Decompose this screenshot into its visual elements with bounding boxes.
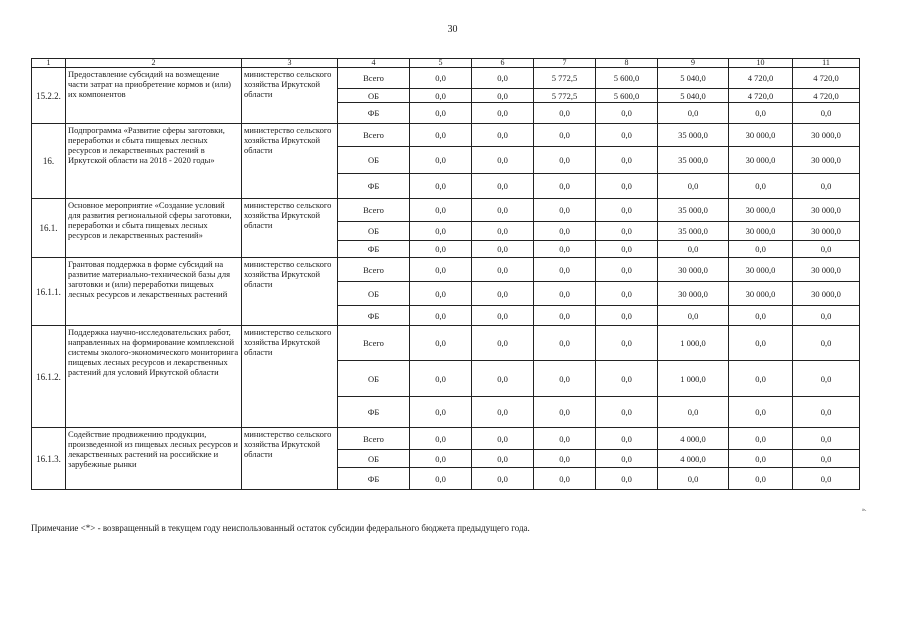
funding-source: ОБ <box>338 147 410 174</box>
value-cell: 0,0 <box>410 258 472 282</box>
value-cell: 0,0 <box>658 103 729 124</box>
value-cell: 0,0 <box>793 428 860 450</box>
value-cell: 30 000,0 <box>729 222 793 241</box>
column-number: 6 <box>472 59 534 68</box>
value-cell: 0,0 <box>472 241 534 258</box>
value-cell: 35 000,0 <box>658 147 729 174</box>
value-cell: 0,0 <box>729 103 793 124</box>
value-cell: 0,0 <box>534 103 596 124</box>
value-cell: 0,0 <box>596 199 658 222</box>
value-cell: 0,0 <box>472 428 534 450</box>
value-cell: 0,0 <box>472 147 534 174</box>
value-cell: 0,0 <box>596 428 658 450</box>
table-row <box>32 326 860 361</box>
value-cell: 4 720,0 <box>729 89 793 103</box>
value-cell: 0,0 <box>472 103 534 124</box>
value-cell: 0,0 <box>534 174 596 199</box>
value-cell: 0,0 <box>410 124 472 147</box>
value-cell: 0,0 <box>596 306 658 326</box>
funding-source: ФБ <box>338 397 410 428</box>
footnote: Примечание <*> - возвращенный в текущем году неиспользованный остаток субсидии федерального бюджета предыдущего года. <box>31 523 530 533</box>
value-cell: 4 720,0 <box>729 68 793 89</box>
value-cell: 0,0 <box>410 147 472 174</box>
value-cell: 30 000,0 <box>793 199 860 222</box>
table-row <box>32 68 860 89</box>
column-number: 4 <box>338 59 410 68</box>
funding-source: Всего <box>338 68 410 89</box>
budget-table <box>31 58 860 490</box>
value-cell: 0,0 <box>658 397 729 428</box>
value-cell: 30 000,0 <box>793 124 860 147</box>
value-cell: 4 720,0 <box>793 68 860 89</box>
row-executor: министерство сельского хозяйства Иркутской области <box>242 68 338 124</box>
funding-source: ФБ <box>338 306 410 326</box>
value-cell: 30 000,0 <box>729 199 793 222</box>
column-number: 1 <box>32 59 66 68</box>
value-cell: 0,0 <box>472 361 534 397</box>
funding-source: Всего <box>338 199 410 222</box>
value-cell: 5 040,0 <box>658 89 729 103</box>
value-cell: 0,0 <box>534 199 596 222</box>
value-cell: 0,0 <box>410 222 472 241</box>
row-name: Предоставление субсидий на возмещение части затрат на приобретение кормов и (или) их компонентов <box>66 68 242 124</box>
value-cell: 0,0 <box>472 199 534 222</box>
value-cell: 0,0 <box>534 326 596 361</box>
value-cell: 0,0 <box>729 174 793 199</box>
value-cell: 0,0 <box>534 361 596 397</box>
row-code: 16.1.2. <box>32 326 66 428</box>
value-cell: 30 000,0 <box>729 124 793 147</box>
column-number: 5 <box>410 59 472 68</box>
value-cell: 0,0 <box>534 468 596 490</box>
value-cell: 30 000,0 <box>793 258 860 282</box>
funding-source: Всего <box>338 124 410 147</box>
funding-source: ОБ <box>338 450 410 468</box>
column-number: 7 <box>534 59 596 68</box>
funding-source: ФБ <box>338 103 410 124</box>
value-cell: 0,0 <box>410 282 472 306</box>
margin-mark: ». <box>862 507 867 513</box>
value-cell: 0,0 <box>793 306 860 326</box>
value-cell: 0,0 <box>729 241 793 258</box>
value-cell: 30 000,0 <box>793 147 860 174</box>
column-number: 11 <box>793 59 860 68</box>
value-cell: 30 000,0 <box>793 282 860 306</box>
row-code: 16.1.1. <box>32 258 66 326</box>
value-cell: 0,0 <box>472 282 534 306</box>
value-cell: 0,0 <box>410 450 472 468</box>
row-executor: министерство сельского хозяйства Иркутской области <box>242 124 338 199</box>
value-cell: 0,0 <box>596 147 658 174</box>
value-cell: 0,0 <box>793 174 860 199</box>
value-cell: 35 000,0 <box>658 222 729 241</box>
value-cell: 30 000,0 <box>658 258 729 282</box>
value-cell: 0,0 <box>410 89 472 103</box>
value-cell: 0,0 <box>596 282 658 306</box>
value-cell: 0,0 <box>534 241 596 258</box>
value-cell: 0,0 <box>410 428 472 450</box>
value-cell: 0,0 <box>729 468 793 490</box>
value-cell: 1 000,0 <box>658 326 729 361</box>
row-name: Поддержка научно-исследовательских работ, направленных на формирование комплексной системы эколого-экономического мониторинга пищевых лесных ресурсов и лекарственных растений для условий Иркутской области <box>66 326 242 428</box>
value-cell: 0,0 <box>596 468 658 490</box>
value-cell: 0,0 <box>729 326 793 361</box>
funding-source: ОБ <box>338 222 410 241</box>
column-number: 3 <box>242 59 338 68</box>
value-cell: 30 000,0 <box>729 282 793 306</box>
value-cell: 0,0 <box>596 258 658 282</box>
funding-source: ФБ <box>338 468 410 490</box>
funding-source: ФБ <box>338 174 410 199</box>
value-cell: 0,0 <box>534 282 596 306</box>
value-cell: 30 000,0 <box>658 282 729 306</box>
value-cell: 35 000,0 <box>658 124 729 147</box>
value-cell: 0,0 <box>729 428 793 450</box>
value-cell: 0,0 <box>596 361 658 397</box>
value-cell: 4 720,0 <box>793 89 860 103</box>
table-row <box>32 428 860 450</box>
value-cell: 0,0 <box>658 306 729 326</box>
value-cell: 0,0 <box>793 103 860 124</box>
value-cell: 30 000,0 <box>729 258 793 282</box>
value-cell: 0,0 <box>534 397 596 428</box>
funding-source: ФБ <box>338 241 410 258</box>
row-code: 16.1. <box>32 199 66 258</box>
value-cell: 0,0 <box>793 241 860 258</box>
value-cell: 0,0 <box>793 326 860 361</box>
value-cell: 0,0 <box>793 468 860 490</box>
value-cell: 0,0 <box>596 450 658 468</box>
value-cell: 5 772,5 <box>534 68 596 89</box>
column-number-row <box>32 59 860 68</box>
value-cell: 5 600,0 <box>596 89 658 103</box>
value-cell: 0,0 <box>410 241 472 258</box>
table-row <box>32 258 860 282</box>
row-name: Основное мероприятие «Создание условий для развития региональной сферы заготовки, переработки и сбыта пищевых лесных ресурсов и лекарственных растений» <box>66 199 242 258</box>
column-number: 9 <box>658 59 729 68</box>
value-cell: 0,0 <box>410 68 472 89</box>
value-cell: 0,0 <box>410 103 472 124</box>
column-number: 10 <box>729 59 793 68</box>
value-cell: 0,0 <box>472 450 534 468</box>
funding-source: Всего <box>338 258 410 282</box>
value-cell: 30 000,0 <box>793 222 860 241</box>
funding-source: Всего <box>338 428 410 450</box>
value-cell: 30 000,0 <box>729 147 793 174</box>
value-cell: 0,0 <box>472 306 534 326</box>
value-cell: 4 000,0 <box>658 450 729 468</box>
value-cell: 0,0 <box>729 361 793 397</box>
page-number: 30 <box>447 24 458 35</box>
value-cell: 0,0 <box>729 306 793 326</box>
row-name: Содействие продвижению продукции, произведенной из пищевых лесных ресурсов и лекарственных растений на российские и зарубежные рынки <box>66 428 242 490</box>
value-cell: 4 000,0 <box>658 428 729 450</box>
value-cell: 0,0 <box>534 258 596 282</box>
value-cell: 0,0 <box>472 89 534 103</box>
value-cell: 0,0 <box>793 361 860 397</box>
value-cell: 0,0 <box>534 450 596 468</box>
value-cell: 0,0 <box>658 468 729 490</box>
value-cell: 5 040,0 <box>658 68 729 89</box>
value-cell: 0,0 <box>410 199 472 222</box>
table-row <box>32 199 860 222</box>
value-cell: 0,0 <box>472 258 534 282</box>
value-cell: 0,0 <box>534 428 596 450</box>
table-row <box>32 124 860 147</box>
value-cell: 0,0 <box>596 241 658 258</box>
value-cell: 0,0 <box>596 397 658 428</box>
value-cell: 0,0 <box>793 397 860 428</box>
value-cell: 0,0 <box>410 468 472 490</box>
value-cell: 0,0 <box>658 241 729 258</box>
row-executor: министерство сельского хозяйства Иркутской области <box>242 326 338 428</box>
value-cell: 0,0 <box>534 124 596 147</box>
value-cell: 0,0 <box>410 397 472 428</box>
value-cell: 5 600,0 <box>596 68 658 89</box>
value-cell: 0,0 <box>472 326 534 361</box>
funding-source: ОБ <box>338 89 410 103</box>
value-cell: 0,0 <box>410 326 472 361</box>
column-number: 8 <box>596 59 658 68</box>
value-cell: 0,0 <box>534 222 596 241</box>
value-cell: 0,0 <box>472 468 534 490</box>
value-cell: 0,0 <box>658 174 729 199</box>
row-code: 16. <box>32 124 66 199</box>
row-code: 16.1.3. <box>32 428 66 490</box>
value-cell: 0,0 <box>596 326 658 361</box>
row-executor: министерство сельского хозяйства Иркутской области <box>242 428 338 490</box>
value-cell: 0,0 <box>472 174 534 199</box>
row-code: 15.2.2. <box>32 68 66 124</box>
column-number: 2 <box>66 59 242 68</box>
value-cell: 0,0 <box>534 306 596 326</box>
value-cell: 0,0 <box>596 124 658 147</box>
row-name: Подпрограмма «Развитие сферы заготовки, переработки и сбыта пищевых лесных ресурсов и лекарственных растений в Иркутской области на 2018 - 2020 годы» <box>66 124 242 199</box>
value-cell: 0,0 <box>472 68 534 89</box>
value-cell: 0,0 <box>729 397 793 428</box>
value-cell: 1 000,0 <box>658 361 729 397</box>
row-name: Грантовая поддержка в форме субсидий на развитие материально-технической базы для заготовки и (или) переработки пищевых лесных ресурсов и лекарственных растений <box>66 258 242 326</box>
value-cell: 0,0 <box>472 222 534 241</box>
value-cell: 0,0 <box>596 103 658 124</box>
value-cell: 0,0 <box>472 124 534 147</box>
value-cell: 0,0 <box>410 174 472 199</box>
value-cell: 0,0 <box>793 450 860 468</box>
row-executor: министерство сельского хозяйства Иркутской области <box>242 199 338 258</box>
value-cell: 0,0 <box>410 361 472 397</box>
funding-source: ОБ <box>338 361 410 397</box>
value-cell: 0,0 <box>729 450 793 468</box>
row-executor: министерство сельского хозяйства Иркутской области <box>242 258 338 326</box>
value-cell: 0,0 <box>596 174 658 199</box>
value-cell: 0,0 <box>472 397 534 428</box>
funding-source: ОБ <box>338 282 410 306</box>
value-cell: 35 000,0 <box>658 199 729 222</box>
value-cell: 0,0 <box>410 306 472 326</box>
value-cell: 0,0 <box>534 147 596 174</box>
funding-source: Всего <box>338 326 410 361</box>
value-cell: 5 772,5 <box>534 89 596 103</box>
value-cell: 0,0 <box>596 222 658 241</box>
